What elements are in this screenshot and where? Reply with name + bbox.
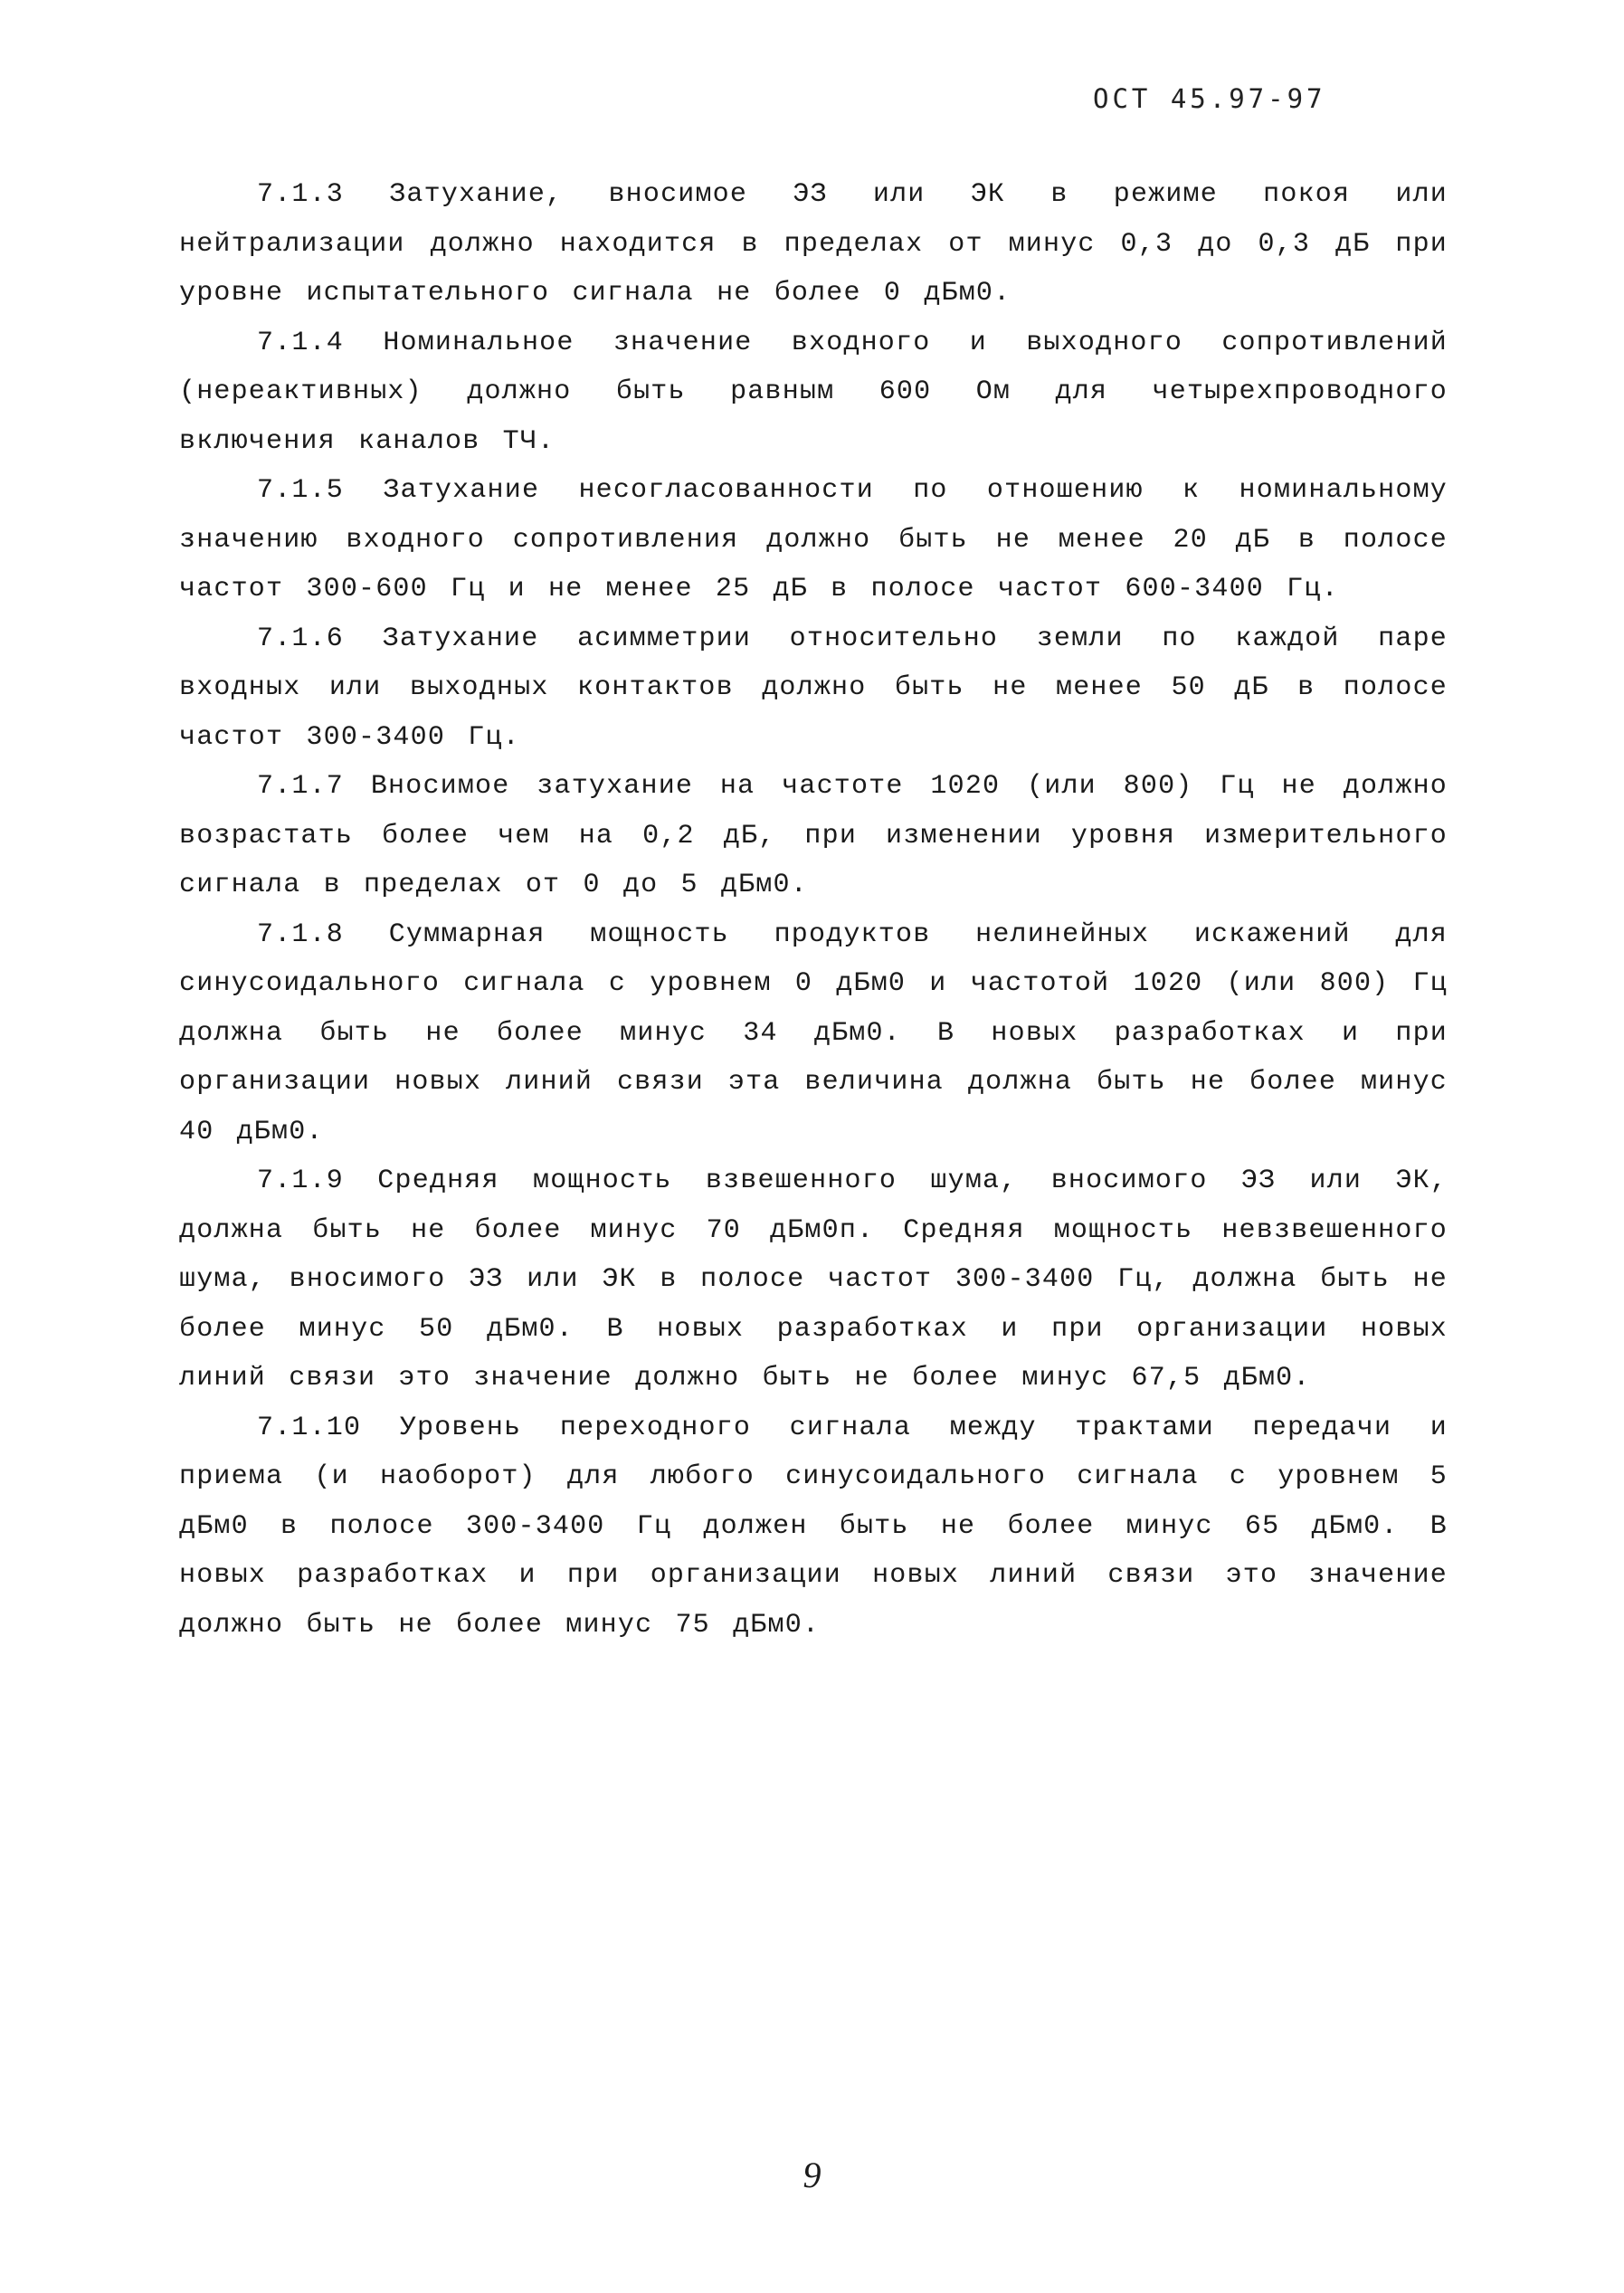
paragraph-7-1-5: 7.1.5 Затухание несогласованности по отношению к номинальному значению входного сопротивления должно быть не менее 20 дБ в полосе частот 300-600 Гц и не менее 25 дБ в полосе частот 600-3400 Гц.: [179, 475, 1448, 604]
document-body: [179, 170, 1448, 1650]
paragraph-7-1-8: 7.1.8 Суммарная мощность продуктов нелинейных искажений для синусоидального сигнала с уровнем 0 дБм0 и частотой 1020 (или 800) Гц должна быть не более минус 34 дБм0. В новых разработках и при организации новых линий связи эта величина должна быть не более минус 40 дБм0.: [179, 918, 1448, 1147]
paragraph-7-1-4: 7.1.4 Номинальное значение входного и выходного сопротивлений (нереактивных) должно быть равным 600 Ом для четырехпроводного включения каналов ТЧ.: [179, 327, 1448, 457]
paragraph-7-1-9: 7.1.9 Средняя мощность взвешенного шума, вносимого ЭЗ или ЭК, должна быть не более минус 70 дБм0п. Средняя мощность невзвешенного шума, вносимого ЭЗ или ЭК в полосе частот 300-3400 Гц, должна быть не более минус 50 дБм0. В новых разработках и при организации новых линий связи это значение должно быть не более минус 67,5 дБм0.: [179, 1166, 1448, 1394]
paragraph-7-1-3: 7.1.3 Затухание, вносимое ЭЗ или ЭК в режиме покоя или нейтрализации должно находится в пределах от минус 0,3 до 0,3 дБ при уровне испытательного сигнала не более 0 дБм0.: [179, 179, 1448, 309]
paragraph-7-1-6: 7.1.6 Затухание асимметрии относительно земли по каждой паре входных или выходных контактов должно быть не менее 50 дБ в полосе частот 300-3400 Гц.: [179, 623, 1448, 753]
page-number: 9: [803, 2155, 821, 2195]
document-code-header: ОСТ 45.97-97: [1093, 83, 1326, 114]
paragraph-7-1-10: 7.1.10 Уровень переходного сигнала между трактами передачи и приема (и наоборот) для любого синусоидального сигнала с уровнем 5 дБм0 в полосе 300-3400 Гц должен быть не более минус 65 дБм0. В новых разработках и при организации новых линий связи это значение должно быть не более минус 75 дБм0.: [179, 1412, 1448, 1641]
paragraph-7-1-7: 7.1.7 Вносимое затухание на частоте 1020 (или 800) Гц не должно возрастать более чем на 0,2 дБ, при изменении уровня измерительного сигнала в пределах от 0 до 5 дБм0.: [179, 771, 1448, 900]
